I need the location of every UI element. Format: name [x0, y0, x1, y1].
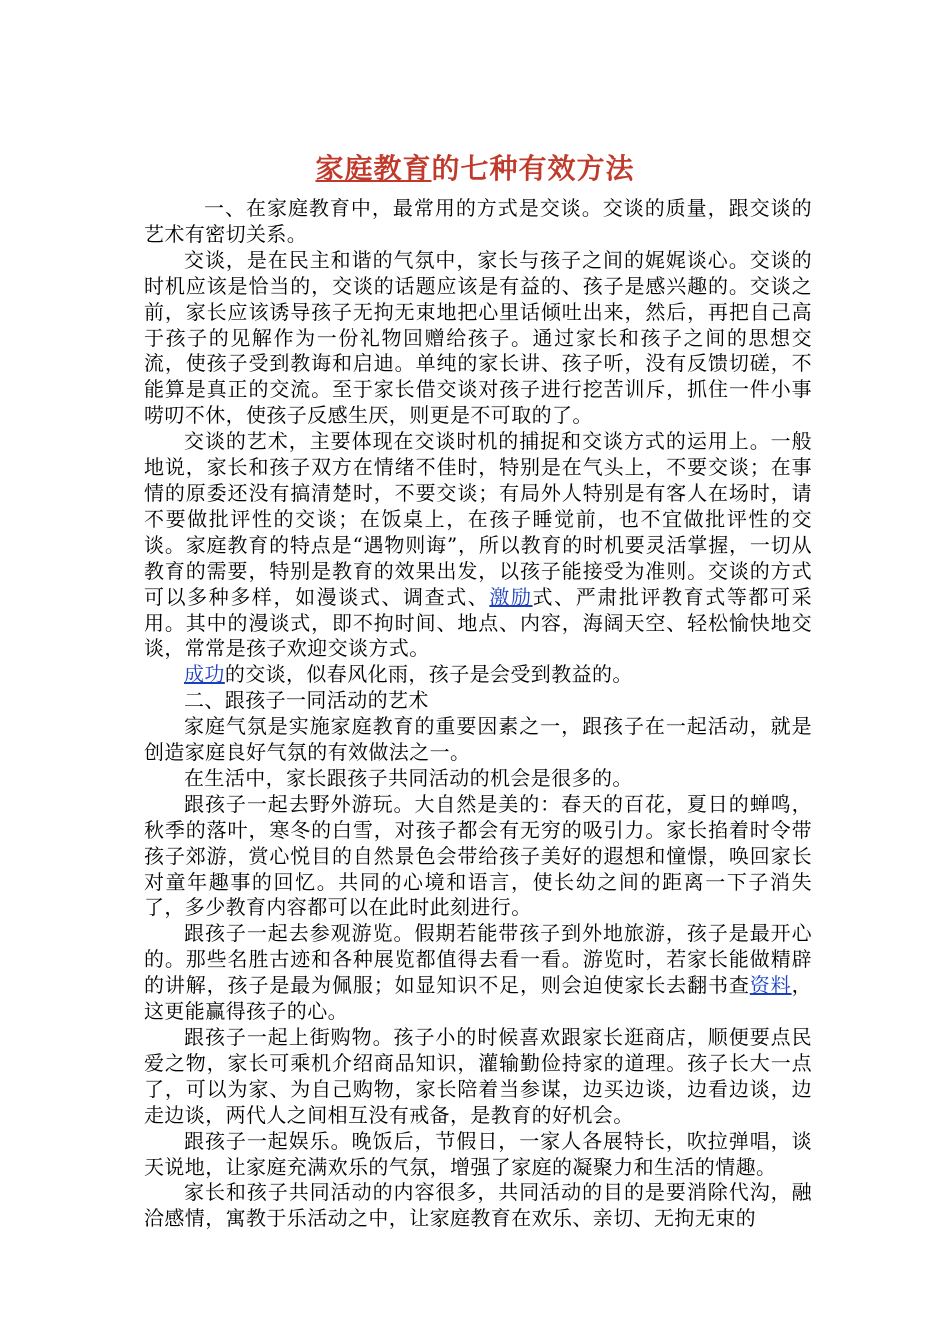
- paragraph-8: 跟孩子一起去野外游玩。大自然是美的：春天的百花，夏日的蝉鸣，秋季的落叶，寒冬的白雪，对孩子都会有无穷的吸引力。家长掐着时令带孩子郊游，赏心悦目的自然景色会带给孩子美好的遐想和憧憬，唤回家长对童年趣事的回忆。共同的心境和语言，使长幼之间的距离一下子消失了，多少教育内容都可以在此时此刻进行。: [144, 791, 812, 920]
- paragraph-7: 在生活中，家长跟孩子共同活动的机会是很多的。: [184, 765, 633, 790]
- paragraph-3-after: 式、严肃批评教育式等都可采用。其中的漫谈式，即不拘时间、地点、内容，海阔天空、轻松愉快地交谈，常常是孩子欢迎交谈方式。: [144, 584, 812, 661]
- paragraph-9: [144, 921, 812, 1025]
- title-link[interactable]: 家庭教育: [315, 151, 432, 185]
- paragraph-3: [144, 429, 812, 662]
- paragraph-1: 一、在家庭教育中，最常用的方式是交谈。交谈的质量，跟交谈的艺术有密切关系。: [144, 196, 812, 246]
- section-heading-2: 二、跟孩子一同活动的艺术: [184, 688, 429, 713]
- link-ziliao[interactable]: 资料: [749, 973, 792, 998]
- paragraph-3-before: 交谈的艺术，主要体现在交谈时机的捕捉和交谈方式的运用上。一般地说，家长和孩子双方在情绪不佳时，特别是在气头上，不要交谈；在事情的原委还没有搞清楚时，不要交谈；有局外人特别是有客人在场时，请不要做批评性的交谈；在饭桌上，在孩子睡觉前，也不宜做批评性的交谈。家庭教育的特点是“遇物则诲”，所以教育的时机要灵活掌握，一切从教育的需要，特别是教育的效果出发，以孩子能接受为准则。交谈的方式可以多种多样，如漫谈式、调查式、: [144, 429, 812, 609]
- paragraph-10: 跟孩子一起上街购物。孩子小的时候喜欢跟家长逛商店，顺便要点民爱之物，家长可乘机介绍商品知识，灌输勤俭持家的道理。孩子长大一点了，可以为家、为自己购物，家长陪着当参谋，边买边谈，边看边谈，边走边谈，两代人之间相互没有戒备，是教育的好机会。: [144, 1025, 812, 1127]
- page-title: [0, 149, 950, 189]
- paragraph-6: 家庭气氛是实施家庭教育的重要因素之一，跟孩子在一起活动，就是创造家庭良好气氛的有效做法之一。: [144, 714, 812, 765]
- paragraph-11: 跟孩子一起娱乐。晚饭后，节假日，一家人各展特长，吹拉弹唱，谈天说地，让家庭充满欢乐的气氛，增强了家庭的凝聚力和生活的情趣。: [144, 1128, 812, 1179]
- paragraph-4: [144, 662, 812, 688]
- link-jili[interactable]: 激励: [489, 584, 533, 609]
- link-chenggong[interactable]: 成功: [184, 662, 225, 687]
- paragraph-2: 交谈，是在民主和谐的气氛中，家长与孩子之间的娓娓谈心。交谈的时机应该是恰当的，交谈的话题应该是有益的、孩子是感兴趣的。交谈之前，家长应该诱导孩子无拘无束地把心里话倾吐出来，然后，再把自己高于孩子的见解作为一份礼物回赠给孩子。通过家长和孩子之间的思想交流，使孩子受到教诲和启迪。单纯的家长讲、孩子听，没有反馈切磋，不能算是真正的交流。至于家长借交谈对孩子进行挖苦训斥，抓住一件小事唠叨不休，使孩子反感生厌，则更是不可取的了。: [144, 247, 812, 428]
- paragraph-9-before: 跟孩子一起去参观游览。假期若能带孩子到外地旅游，孩子是最开心的。那些名胜古迹和各种展览都值得去看一看。游览时，若家长能做精辟的讲解，孩子是最为佩服；如显知识不足，则会迫使家长去翻书查: [144, 921, 812, 998]
- paragraph-9-after: ，这更能赢得孩子的心。: [144, 973, 812, 1024]
- article-body: [144, 196, 812, 1232]
- paragraph-12: 家长和孩子共同活动的内容很多，共同活动的目的是要消除代沟，融洽感情，寓教于乐活动之中，让家庭教育在欢乐、亲切、无拘无束的: [144, 1180, 812, 1231]
- paragraph-4-after: 的交谈，似春风化雨，孩子是会受到教益的。: [224, 662, 633, 687]
- title-text: 的七种有效方法: [431, 151, 635, 185]
